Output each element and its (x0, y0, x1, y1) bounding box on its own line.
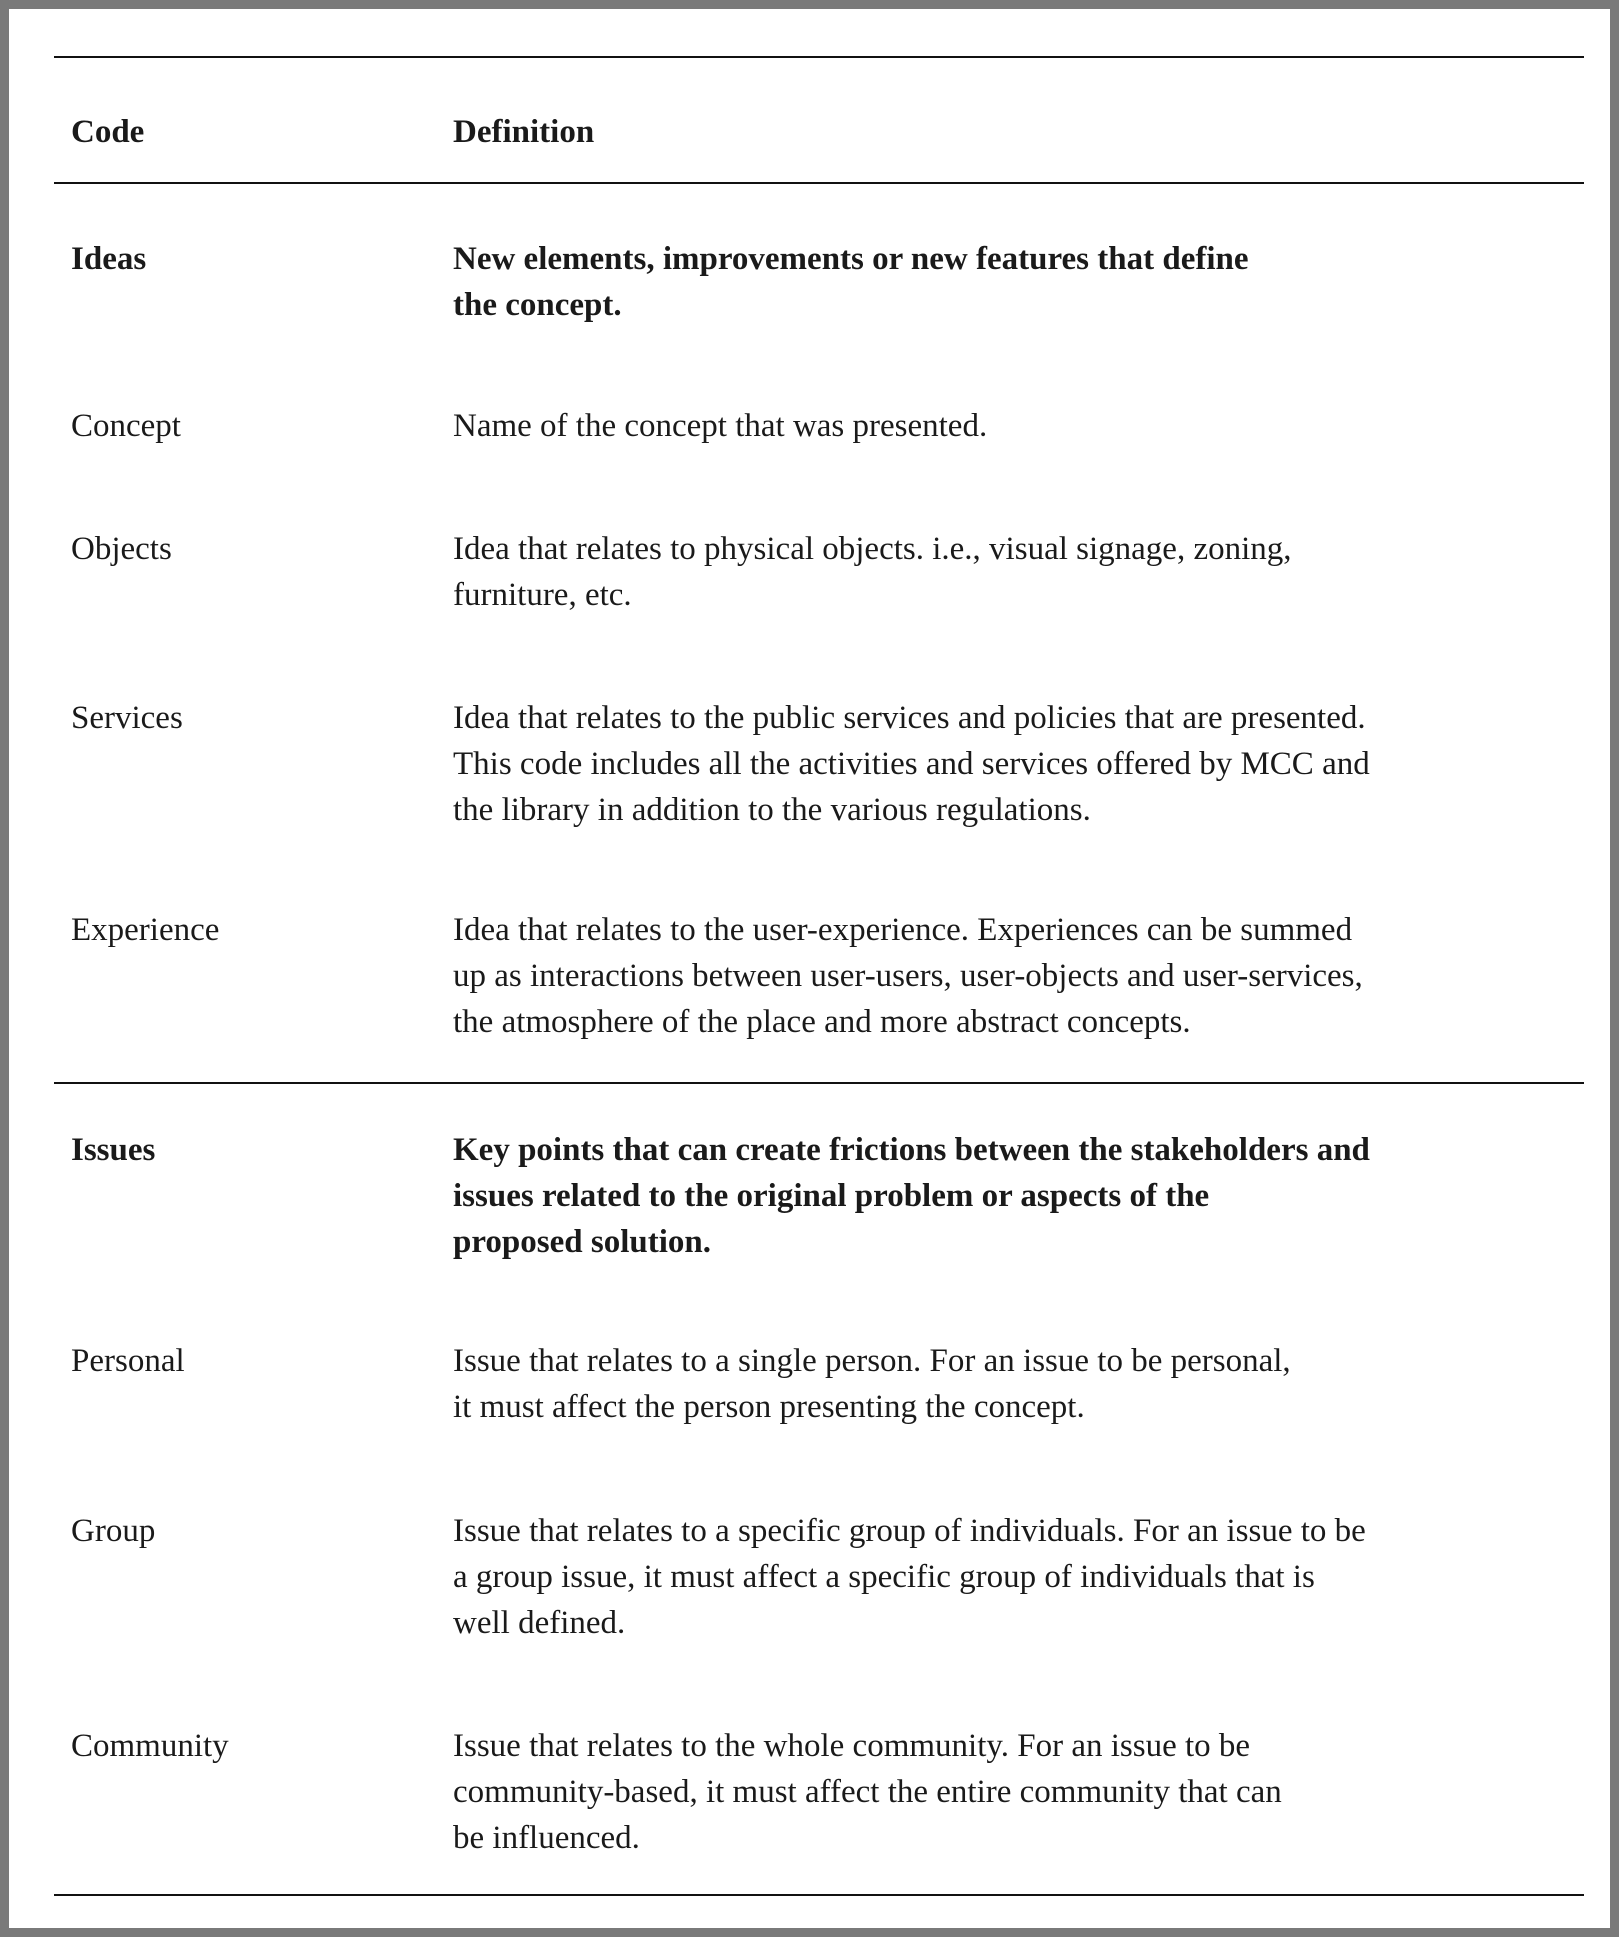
definition-line: issues related to the original problem or aspects of the (453, 1178, 1210, 1214)
row-code-services: Services (71, 700, 183, 736)
header-rule (54, 182, 1584, 184)
definition-line: furniture, etc. (453, 577, 632, 613)
definition-line: up as interactions between user-users, user-objects and user-services, (453, 958, 1363, 994)
top-rule (54, 56, 1584, 58)
row-code-experience: Experience (71, 912, 220, 948)
row-definition-experience (453, 907, 1573, 1045)
definition-line: This code includes all the activities and services offered by MCC and (453, 746, 1370, 782)
row-definition-objects (453, 526, 1573, 618)
bottom-rule (54, 1894, 1584, 1896)
header-code: Code (71, 114, 145, 150)
definition-line: be influenced. (453, 1820, 640, 1856)
definition-line: Name of the concept that was presented. (453, 408, 988, 444)
definition-line: a group issue, it must affect a specific group of individuals that is (453, 1559, 1315, 1595)
definition-line: Idea that relates to physical objects. i.e., visual signage, zoning, (453, 531, 1292, 567)
row-code-ideas: Ideas (71, 241, 147, 277)
definition-line: the library in addition to the various regulations. (453, 792, 1091, 828)
definition-line: Issue that relates to a specific group of individuals. For an issue to be (453, 1513, 1366, 1549)
row-code-community: Community (71, 1728, 229, 1764)
row-code-objects: Objects (71, 531, 172, 567)
row-code-personal: Personal (71, 1343, 185, 1379)
definition-line: New elements, improvements or new features that define (453, 241, 1249, 277)
header-definition: Definition (453, 114, 595, 150)
definition-line: Idea that relates to the public services and policies that are presented. (453, 700, 1366, 736)
definition-line: the atmosphere of the place and more abstract concepts. (453, 1004, 1191, 1040)
definition-line: Issue that relates to the whole community. For an issue to be (453, 1728, 1251, 1764)
section-rule (54, 1082, 1584, 1084)
definition-line: the concept. (453, 287, 622, 323)
definition-line: Issue that relates to a single person. For an issue to be personal, (453, 1343, 1291, 1379)
row-definition-concept (453, 403, 1573, 449)
row-definition-services (453, 695, 1573, 833)
definition-line: Idea that relates to the user-experience. Experiences can be summed (453, 912, 1353, 948)
row-definition-issues (453, 1127, 1573, 1265)
definition-line: it must affect the person presenting the concept. (453, 1389, 1085, 1425)
row-definition-community (453, 1723, 1573, 1861)
row-definition-ideas (453, 236, 1573, 328)
row-code-issues: Issues (71, 1132, 156, 1168)
definition-line: community-based, it must affect the entire community that can (453, 1774, 1282, 1810)
row-code-concept: Concept (71, 408, 181, 444)
row-definition-personal (453, 1338, 1573, 1430)
row-code-group: Group (71, 1513, 156, 1549)
row-definition-group (453, 1508, 1573, 1646)
definition-line: Key points that can create frictions between the stakeholders and (453, 1132, 1370, 1168)
definition-line: proposed solution. (453, 1224, 711, 1260)
definition-line: well defined. (453, 1605, 626, 1641)
